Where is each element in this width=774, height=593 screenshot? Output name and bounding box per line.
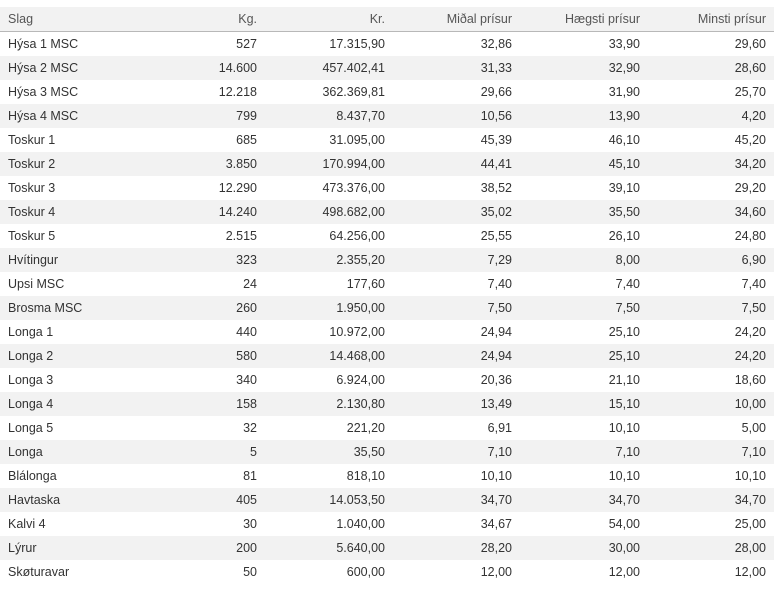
max-price-cell: 39,10 <box>608 181 640 195</box>
min-price-cell: 25,70 <box>734 85 766 99</box>
kr-cell: 818,10 <box>346 469 385 483</box>
min-price-cell: 4,20 <box>640 104 774 128</box>
min-price-cell: 12,00 <box>734 565 766 579</box>
max-price-cell: 45,10 <box>512 152 640 176</box>
avg-price-cell: 24,94 <box>385 344 512 368</box>
species-cell: Longa 4 <box>0 392 138 416</box>
min-price-cell: 25,00 <box>734 517 766 531</box>
kg-cell: 2.515 <box>225 229 257 243</box>
species-cell: Lýrur <box>0 536 138 560</box>
avg-price-cell: 35,02 <box>385 200 512 224</box>
min-price-cell: 5,00 <box>741 421 766 435</box>
max-price-cell: 7,10 <box>512 440 640 464</box>
species-cell: Toskur 1 <box>8 133 56 147</box>
avg-price-cell: 25,55 <box>480 229 512 243</box>
avg-price-cell: 28,20 <box>385 536 512 560</box>
species-cell: Hýsa 4 MSC <box>0 104 138 128</box>
max-price-cell: 26,10 <box>608 229 640 243</box>
species-cell: Blálonga <box>8 469 57 483</box>
table-row <box>0 128 774 152</box>
min-price-cell: 24,20 <box>734 325 766 339</box>
avg-price-cell: 7,29 <box>385 248 512 272</box>
max-price-cell: 54,00 <box>608 517 640 531</box>
kr-cell: 14.468,00 <box>257 344 385 368</box>
table-row <box>0 152 774 176</box>
species-cell: Kalvi 4 <box>8 517 46 531</box>
avg-price-cell: 34,70 <box>385 488 512 512</box>
table-row <box>0 416 774 440</box>
species-cell: Upsi MSC <box>8 277 65 291</box>
kg-cell: 14.600 <box>138 56 257 80</box>
table-row <box>0 560 774 584</box>
kg-cell: 30 <box>243 517 257 531</box>
min-price-cell: 6,90 <box>640 248 774 272</box>
kr-cell: 1.040,00 <box>336 517 385 531</box>
avg-price-cell: 6,91 <box>487 421 512 435</box>
kr-cell: 64.256,00 <box>329 229 385 243</box>
price-table <box>0 7 774 584</box>
max-price-cell: 25,10 <box>608 325 640 339</box>
kr-cell: 498.682,00 <box>257 200 385 224</box>
species-cell: Longa 1 <box>8 325 54 339</box>
table-row <box>0 512 774 536</box>
min-price-cell: 7,50 <box>640 296 774 320</box>
kr-cell: 362.369,81 <box>322 85 385 99</box>
species-cell: Hvítingur <box>0 248 138 272</box>
table-row <box>0 488 774 512</box>
kr-cell: 170.994,00 <box>257 152 385 176</box>
kg-cell: 405 <box>138 488 257 512</box>
max-price-cell: 34,70 <box>512 488 640 512</box>
species-cell: Hýsa 2 MSC <box>0 56 138 80</box>
table-row <box>0 368 774 392</box>
table-row <box>0 32 774 57</box>
min-price-cell: 28,60 <box>640 56 774 80</box>
table-row <box>0 272 774 296</box>
max-price-cell: 30,00 <box>512 536 640 560</box>
table-row <box>0 176 774 200</box>
column-header-kr[interactable]: Kr. <box>257 7 385 32</box>
table-row <box>0 464 774 488</box>
kr-cell: 221,20 <box>346 421 385 435</box>
max-price-cell: 35,50 <box>512 200 640 224</box>
min-price-cell: 29,20 <box>734 181 766 195</box>
species-cell: Brosma MSC <box>0 296 138 320</box>
column-header-max-price[interactable]: Hægsti prísur <box>512 7 640 32</box>
kr-cell: 17.315,90 <box>329 37 385 51</box>
table-row <box>0 536 774 560</box>
column-header-min-price[interactable]: Minsti prísur <box>640 7 774 32</box>
species-cell: Longa 5 <box>8 421 54 435</box>
price-table-container <box>0 7 766 584</box>
kg-cell: 81 <box>243 469 257 483</box>
max-price-cell: 10,10 <box>608 469 640 483</box>
species-cell: Longa 3 <box>8 373 54 387</box>
avg-price-cell: 44,41 <box>385 152 512 176</box>
avg-price-cell: 10,10 <box>480 469 512 483</box>
avg-price-cell: 13,49 <box>385 392 512 416</box>
kr-cell: 473.376,00 <box>322 181 385 195</box>
kr-cell: 600,00 <box>346 565 385 579</box>
max-price-cell: 7,50 <box>512 296 640 320</box>
min-price-cell: 28,00 <box>640 536 774 560</box>
kr-cell: 5.640,00 <box>257 536 385 560</box>
min-price-cell: 45,20 <box>734 133 766 147</box>
kr-cell: 2.355,20 <box>257 248 385 272</box>
kr-cell: 457.402,41 <box>257 56 385 80</box>
avg-price-cell: 7,40 <box>487 277 512 291</box>
min-price-cell: 34,20 <box>640 152 774 176</box>
kr-cell: 1.950,00 <box>257 296 385 320</box>
kg-cell: 32 <box>243 421 257 435</box>
kr-cell: 6.924,00 <box>336 373 385 387</box>
kr-cell: 35,50 <box>257 440 385 464</box>
table-row <box>0 56 774 80</box>
min-price-cell: 10,10 <box>734 469 766 483</box>
kg-cell: 5 <box>138 440 257 464</box>
avg-price-cell: 38,52 <box>480 181 512 195</box>
avg-price-cell: 24,94 <box>480 325 512 339</box>
max-price-cell: 32,90 <box>512 56 640 80</box>
species-cell: Toskur 3 <box>8 181 56 195</box>
min-price-cell: 10,00 <box>640 392 774 416</box>
species-cell: Hýsa 1 MSC <box>8 37 79 51</box>
table-row <box>0 320 774 344</box>
avg-price-cell: 7,10 <box>385 440 512 464</box>
kg-cell: 580 <box>138 344 257 368</box>
kg-cell: 260 <box>138 296 257 320</box>
kg-cell: 12.218 <box>218 85 257 99</box>
species-cell: Longa <box>0 440 138 464</box>
kg-cell: 527 <box>236 37 257 51</box>
avg-price-cell: 29,66 <box>480 85 512 99</box>
kr-cell: 31.095,00 <box>329 133 385 147</box>
avg-price-cell: 20,36 <box>480 373 512 387</box>
species-cell: Skøturavar <box>8 565 70 579</box>
kg-cell: 685 <box>236 133 257 147</box>
max-price-cell: 13,90 <box>512 104 640 128</box>
avg-price-cell: 34,67 <box>480 517 512 531</box>
max-price-cell: 46,10 <box>608 133 640 147</box>
kr-cell: 8.437,70 <box>257 104 385 128</box>
species-cell: Toskur 4 <box>0 200 138 224</box>
min-price-cell: 29,60 <box>734 37 766 51</box>
max-price-cell: 33,90 <box>608 37 640 51</box>
kg-cell: 200 <box>138 536 257 560</box>
min-price-cell: 24,80 <box>734 229 766 243</box>
table-row <box>0 296 774 320</box>
kr-cell: 2.130,80 <box>257 392 385 416</box>
table-row <box>0 200 774 224</box>
kr-cell: 177,60 <box>346 277 385 291</box>
kg-cell: 799 <box>138 104 257 128</box>
table-row <box>0 80 774 104</box>
max-price-cell: 21,10 <box>608 373 640 387</box>
kg-cell: 340 <box>236 373 257 387</box>
table-body <box>0 32 774 585</box>
kg-cell: 3.850 <box>138 152 257 176</box>
kg-cell: 24 <box>243 277 257 291</box>
column-header-kg[interactable]: Kg. <box>138 7 257 32</box>
species-cell: Toskur 5 <box>8 229 56 243</box>
table-header <box>0 7 774 32</box>
species-cell: Hýsa 3 MSC <box>8 85 79 99</box>
min-price-cell: 7,40 <box>741 277 766 291</box>
kg-cell: 323 <box>138 248 257 272</box>
kg-cell: 12.290 <box>218 181 257 195</box>
table-row <box>0 344 774 368</box>
avg-price-cell: 45,39 <box>480 133 512 147</box>
max-price-cell: 15,10 <box>512 392 640 416</box>
min-price-cell: 34,60 <box>640 200 774 224</box>
species-cell: Toskur 2 <box>0 152 138 176</box>
table-row <box>0 392 774 416</box>
min-price-cell: 7,10 <box>640 440 774 464</box>
column-header-slag[interactable]: Slag <box>0 7 138 32</box>
avg-price-cell: 12,00 <box>480 565 512 579</box>
column-header-avg-price[interactable]: Miðal prísur <box>385 7 512 32</box>
kg-cell: 14.240 <box>138 200 257 224</box>
kg-cell: 440 <box>236 325 257 339</box>
max-price-cell: 10,10 <box>608 421 640 435</box>
min-price-cell: 34,70 <box>640 488 774 512</box>
species-cell: Longa 2 <box>0 344 138 368</box>
max-price-cell: 7,40 <box>615 277 640 291</box>
avg-price-cell: 32,86 <box>480 37 512 51</box>
table-row <box>0 248 774 272</box>
avg-price-cell: 7,50 <box>385 296 512 320</box>
min-price-cell: 24,20 <box>640 344 774 368</box>
min-price-cell: 18,60 <box>734 373 766 387</box>
max-price-cell: 31,90 <box>608 85 640 99</box>
kg-cell: 50 <box>243 565 257 579</box>
max-price-cell: 25,10 <box>512 344 640 368</box>
max-price-cell: 8,00 <box>512 248 640 272</box>
kg-cell: 158 <box>138 392 257 416</box>
table-row <box>0 224 774 248</box>
table-row <box>0 440 774 464</box>
kr-cell: 10.972,00 <box>329 325 385 339</box>
max-price-cell: 12,00 <box>608 565 640 579</box>
kr-cell: 14.053,50 <box>257 488 385 512</box>
header-row <box>0 7 774 32</box>
species-cell: Havtaska <box>0 488 138 512</box>
table-row <box>0 104 774 128</box>
avg-price-cell: 31,33 <box>385 56 512 80</box>
avg-price-cell: 10,56 <box>385 104 512 128</box>
